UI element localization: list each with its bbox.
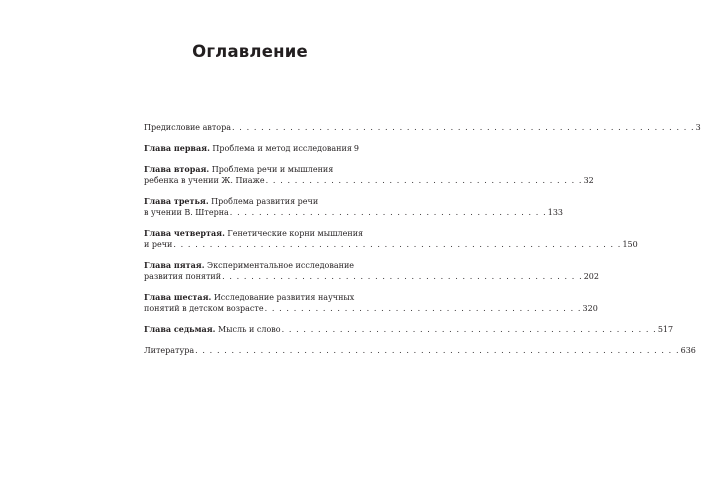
- chapter-title-continued: и речи: [144, 240, 173, 249]
- table-of-contents: [144, 122, 701, 366]
- toc-leader-dots: . . . . . . . . . . . . . . . . . . . . . . . . . . . . . . . . . . . . . . . . . . . . . . . . . .: [222, 272, 583, 281]
- chapter-title-line: Генетические корни мышления: [227, 229, 364, 238]
- toc-page-number: 3: [695, 123, 701, 132]
- toc-entry-title: Литература: [144, 346, 195, 355]
- page-title: Оглавление: [192, 42, 308, 61]
- chapter-label: Глава четвертая.: [144, 228, 225, 238]
- toc-entry-chapter-1: [144, 143, 357, 154]
- chapter-title-continued: ребенка в учении Ж. Пиаже: [144, 176, 265, 185]
- chapter-title: Проблема и метод исследования: [209, 144, 352, 153]
- chapter-label: Глава третья.: [144, 196, 209, 206]
- toc-leader-dots: . . . . . . . . . . . . . . . . . . . . . . . . . . . . . . . . . . . . . . . . . . . . . . . . . . . . . . . . . . . . . .: [173, 240, 622, 249]
- toc-page-number: 150: [622, 240, 638, 249]
- toc-leader-dots: . . . . . . . . . . . . . . . . . . . . . . . . . . . . . . . . . . . . . . . . . . . . . . . . . . . . . . . . . . . . . . . .: [232, 123, 695, 132]
- toc-entry-line: [144, 122, 701, 133]
- toc-page-number: 517: [657, 325, 674, 334]
- toc-page-number: 636: [680, 346, 696, 355]
- toc-entry-chapter-6: [144, 292, 598, 314]
- chapter-title-line: Проблема развития речи: [211, 197, 319, 206]
- toc-entry-first-line: [144, 260, 357, 271]
- toc-page-number: 202: [583, 272, 599, 281]
- toc-entry-line: [144, 207, 564, 218]
- chapter-title-line: Проблема речи и мышления: [211, 165, 334, 174]
- toc-leader-dots: . . . . . . . . . . . . . . . . . . . . . . . . . . . . . . . . . . . . . . . . . . . .: [229, 208, 547, 217]
- toc-page-number: 133: [547, 208, 564, 217]
- chapter-label: Глава седьмая.: [144, 324, 216, 334]
- toc-leader-dots: . . . . . . . . . . . . . . . . . . . . . . . . . . . . . . . . . . . . . . . . . . . . . . . . . . . . . . . . . . . . . . . . . . .: [195, 346, 680, 355]
- toc-leader-dots: . . . . . . . . . . . . . . . . . . . . . . . . . . . . . . . . . . . . . . . . . . . .: [265, 176, 583, 185]
- toc-entry-preface: [144, 122, 701, 133]
- chapter-title-line: Исследование развития научных: [213, 293, 355, 302]
- toc-entry-chapter-5: [144, 260, 599, 282]
- toc-entry-first-line: [144, 164, 357, 175]
- toc-entry-title: Предисловие автора: [144, 123, 231, 132]
- toc-entry-line: [144, 303, 598, 314]
- toc-entry-title: [144, 324, 281, 335]
- chapter-title-line: Экспериментальное исследование: [207, 261, 355, 270]
- toc-entry-chapter-4: [144, 228, 638, 250]
- toc-entry-first-line: [144, 228, 364, 239]
- toc-entry-line: [144, 271, 599, 282]
- chapter-title-continued: развития понятий: [144, 272, 222, 281]
- toc-entry-line: [144, 345, 696, 356]
- toc-entry-line: [144, 143, 357, 154]
- toc-entry-chapter-3: [144, 196, 564, 218]
- toc-page-number: 9: [353, 144, 359, 153]
- toc-entry-title: [144, 143, 352, 154]
- toc-entry-chapter-2: [144, 164, 594, 186]
- chapter-title-continued: в учении В. Штерна: [144, 208, 229, 217]
- toc-entry-chapter-7: [144, 324, 674, 335]
- toc-page-number: 320: [582, 304, 598, 313]
- chapter-label: Глава вторая.: [144, 164, 210, 174]
- toc-entry-references: [144, 345, 696, 356]
- toc-entry-first-line: [144, 196, 357, 207]
- toc-leader-dots: . . . . . . . . . . . . . . . . . . . . . . . . . . . . . . . . . . . . . . . . . . . . . . . . . . . .: [281, 325, 657, 334]
- chapter-title: Мысль и слово: [215, 325, 281, 334]
- toc-entry-line: [144, 324, 674, 335]
- chapter-label: Глава пятая.: [144, 260, 205, 270]
- toc-entry-first-line: [144, 292, 357, 303]
- toc-page-number: 32: [583, 176, 594, 185]
- chapter-label: Глава первая.: [144, 143, 210, 153]
- chapter-title-continued: понятий в детском возрасте: [144, 304, 264, 313]
- chapter-label: Глава шестая.: [144, 292, 212, 302]
- toc-entry-line: [144, 175, 594, 186]
- toc-entry-line: [144, 239, 638, 250]
- toc-leader-dots: . . . . . . . . . . . . . . . . . . . . . . . . . . . . . . . . . . . . . . . . . . . .: [264, 304, 582, 313]
